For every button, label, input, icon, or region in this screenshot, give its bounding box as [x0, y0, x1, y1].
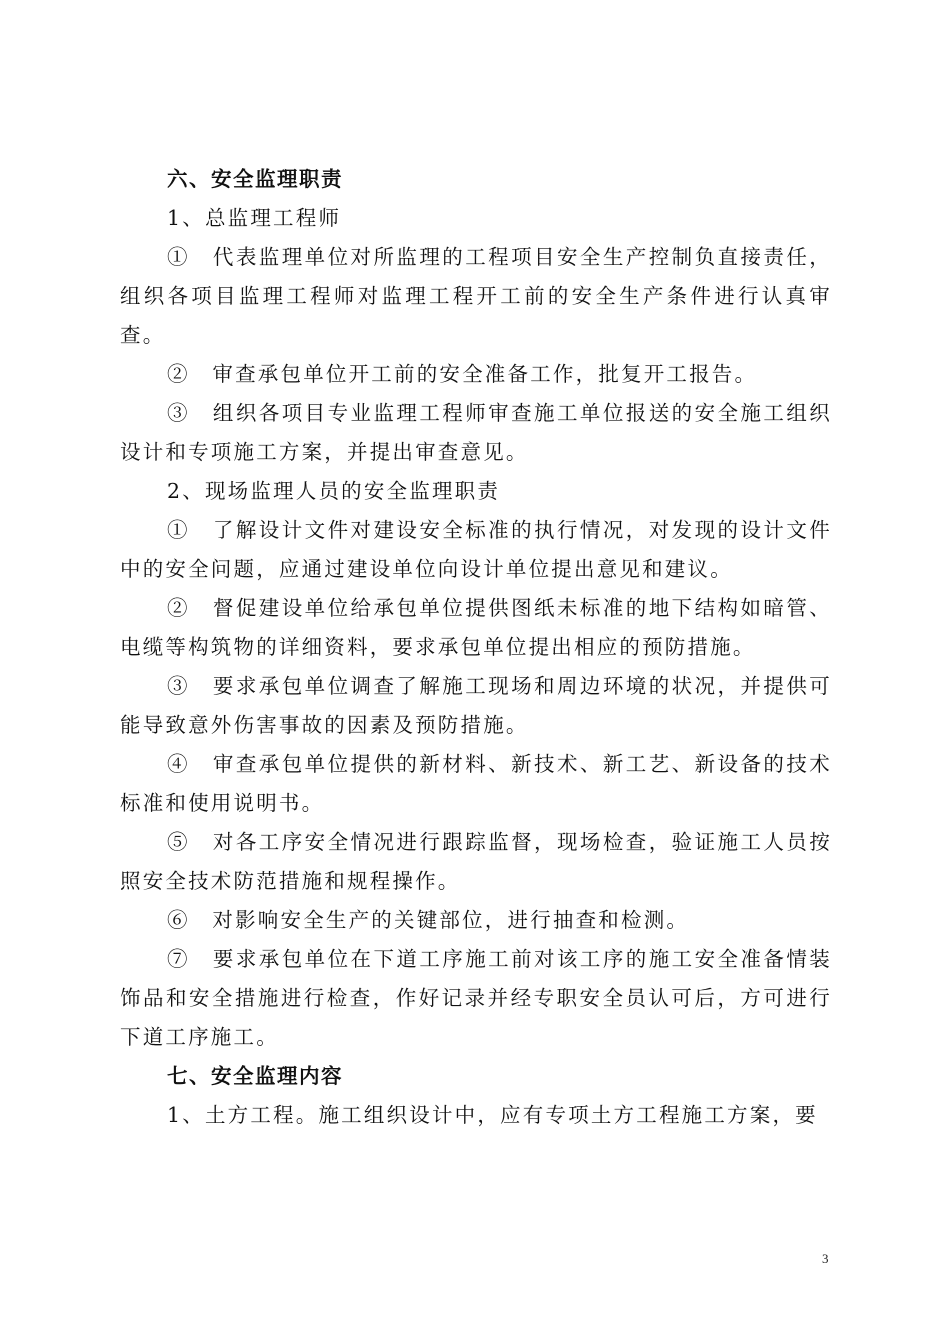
staff-item-3: ③ 要求承包单位调查了解施工现场和周边环境的状况，并提供可能导致意外伤害事故的因素及预防措施。	[120, 674, 832, 737]
page-number: 3	[822, 1251, 829, 1266]
section-heading-6: 六、安全监理职责	[167, 167, 343, 191]
duty-item-1: ① 代表监理单位对所监理的工程项目安全生产控制负直接责任，组织各项目监理工程师对监理工程开工前的安全生产条件进行认真审查。	[120, 245, 832, 347]
content-item-earthwork: 1、土方工程。施工组织设计中，应有专项土方工程施工方案，要	[167, 1103, 818, 1127]
staff-item-5: ⑤ 对各工序安全情况进行跟踪监督，现场检查，验证施工人员按照安全技术防范措施和规程操作。	[120, 830, 832, 893]
subsection-chief-engineer: 1、总监理工程师	[167, 206, 342, 230]
staff-item-6: ⑥ 对影响安全生产的关键部位，进行抽查和检测。	[167, 908, 690, 932]
staff-item-7: ⑦ 要求承包单位在下道工序施工前对该工序的施工安全准备情装饰品和安全措施进行检查，作好记录并经专职安全员认可后，方可进行下道工序施工。	[120, 947, 832, 1049]
duty-item-3: ③ 组织各项目专业监理工程师审查施工单位报送的安全施工组织设计和专项施工方案，并提出审查意见。	[120, 401, 832, 464]
duty-item-2: ② 审查承包单位开工前的安全准备工作，批复开工报告。	[167, 362, 758, 386]
document-body	[120, 160, 832, 1135]
section-heading-7: 七、安全监理内容	[167, 1064, 343, 1088]
staff-item-2: ② 督促建设单位给承包单位提供图纸未标准的地下结构如暗管、电缆等构筑物的详细资料，要求承包单位提出相应的预防措施。	[120, 596, 832, 659]
subsection-site-staff: 2、现场监理人员的安全监理职责	[167, 479, 501, 503]
staff-item-1: ① 了解设计文件对建设安全标准的执行情况，对发现的设计文件中的安全问题，应通过建设单位向设计单位提出意见和建议。	[120, 518, 832, 581]
staff-item-4: ④ 审查承包单位提供的新材料、新技术、新工艺、新设备的技术标准和使用说明书。	[120, 752, 832, 815]
